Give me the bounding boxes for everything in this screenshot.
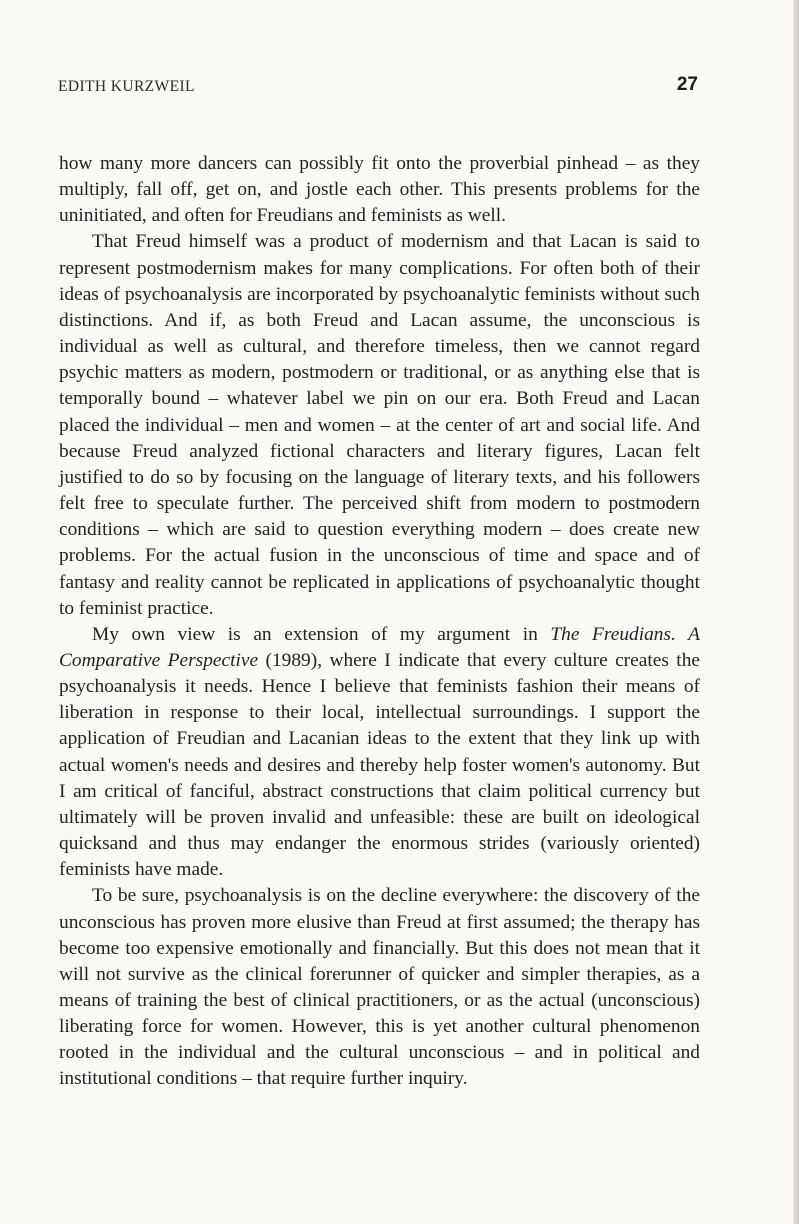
running-header	[58, 72, 698, 102]
paragraph-3-text-start: My own view is an extension of my argument in	[92, 623, 551, 645]
running-head-author: EDITH KURZWEIL	[58, 78, 195, 95]
body-text	[59, 151, 700, 1093]
book-title: The Freudians. A Comparative Perspective	[59, 623, 700, 671]
paragraph-4: To be sure, psychoanalysis is on the decline everywhere: the discovery of the unconscious has proven more elusive than Freud at first assumed; the therapy has become too expensive emotionally and financially. But this does not mean that it will not survive as the clinical forerunner of quicker and simpler therapies, as a means of training the best of clinical practitioners, or as the actual (unconscious) liberating force for women. However, this is yet another cultural phenomenon rooted in the individual and the cultural unconscious – and in political and institutional conditions – that require further inquiry.	[59, 885, 700, 1090]
page-number: 27	[676, 74, 698, 95]
paragraph-2: That Freud himself was a product of modernism and that Lacan is said to represent postmodernism makes for many complications. For often both of their ideas of psychoanalysis are incorporated by psychoanalytic feminists without such distinctions. And if, as both Freud and Lacan assume, the unconscious is individual as well as cultural, and therefore timeless, then we cannot regard psychic matters as modern, postmodern or traditional, or as anything else that is temporally bound – whatever label we pin on our era. Both Freud and Lacan placed the individual – men and women – at the center of art and social life. And because Freud analyzed fictional characters and literary figures, Lacan felt justified to do so by focusing on the language of literary texts, and his followers felt free to speculate further. The perceived shift from modern to postmodern conditions – which are said to question everything modern – does create new problems. For the actual fusion in the unconscious of time and space and of fantasy and reality cannot be replicated in applications of psychoanalytic thought to feminist practice.	[59, 231, 700, 619]
paragraph-3-text-end: (1989), where I indicate that every culture creates the psychoanalysis it needs. Hence I believe that feminists fashion their means of liberation in response to their local, intellectual surroundings. I support the application of Freudian and Lacanian ideas to the extent that they link up with actual women's needs and desires and thereby help foster women's autonomy. But I am critical of fanciful, abstract constructions that claim political currency but ultimately will be proven invalid and unfeasible: these are built on ideological quicksand and thus may endanger the enormous strides (variously oriented) feminists have made.	[59, 649, 700, 881]
paragraph-3	[59, 622, 700, 884]
page-edge	[793, 0, 799, 1224]
paragraph-1: how many more dancers can possibly fit onto the proverbial pinhead – as they multiply, fall off, get on, and jostle each other. This presents problems for the uninitiated, and often for Freudians and feminists as well.	[59, 153, 700, 227]
